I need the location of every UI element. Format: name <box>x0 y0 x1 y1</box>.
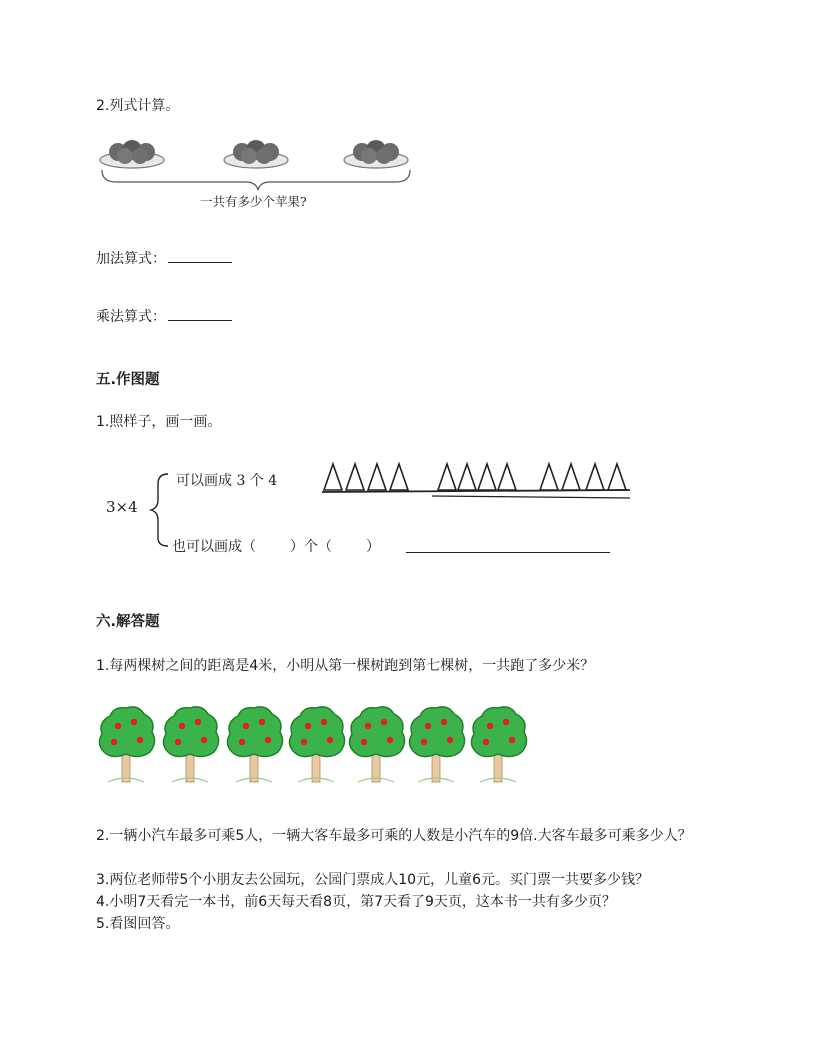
multiplication-blank[interactable] <box>168 306 232 321</box>
addition-line <box>96 248 232 269</box>
tree-2 <box>163 707 218 782</box>
section-6-q2: 2.一辆小汽车最多可乘5人，一辆大客车最多可乘的人数是小汽车的9倍.大客车最多可乘多少人？ <box>96 828 692 844</box>
apple-question: 一共有多少个苹果? <box>200 194 307 209</box>
draw-answer-line[interactable] <box>406 552 610 553</box>
addition-label: 加法算式： <box>96 251 166 267</box>
triangle-group-3 <box>540 464 626 490</box>
trees-figure <box>96 700 532 786</box>
triangle-group-1 <box>324 464 408 490</box>
multiplication-line <box>96 306 232 327</box>
triangle-group-2 <box>438 464 516 490</box>
addition-blank[interactable] <box>168 248 232 263</box>
multiplication-label: 乘法算式： <box>96 309 166 325</box>
section-6-q1: 1.每两棵树之间的距离是4米，小明从第一棵树跑到第七棵树，一共跑了多少米？ <box>96 658 595 674</box>
curly-brace <box>148 466 172 552</box>
tree-1 <box>99 707 154 782</box>
draw-line-2-part-a: 也可以画成（ <box>172 539 256 555</box>
tree-3 <box>227 707 282 782</box>
expression-3x4: 3×4 <box>106 498 138 516</box>
tree-7 <box>471 707 526 782</box>
section-6-title: 六.解答题 <box>96 614 160 630</box>
section-5-q1-title: 1.照样子，画一画。 <box>96 414 222 430</box>
draw-line-2 <box>172 536 380 556</box>
triangle-figure <box>318 456 638 506</box>
apple-plate-3 <box>344 140 408 168</box>
draw-line-1: 可以画成 3 个 4 <box>176 473 278 489</box>
brace-under-plates <box>102 170 410 190</box>
section-6-q4: 4.小明7天看完一本书，前6天每天看8页，第7天看了9天页，这本书一共有多少页？ <box>96 894 616 910</box>
section-5-title: 五.作图题 <box>96 372 160 388</box>
tree-6 <box>409 707 464 782</box>
section-6-q3: 3.两位老师带5个小朋友去公园玩，公园门票成人10元，儿童6元。买门票一共要多少钱？ <box>96 872 649 888</box>
apple-plate-1 <box>100 140 164 168</box>
section-6-q5: 5.看图回答。 <box>96 916 180 932</box>
apple-plate-2 <box>224 140 288 168</box>
tree-5 <box>349 707 404 782</box>
draw-line-2-part-c: ） <box>366 539 380 555</box>
draw-line-2-part-b: ）个（ <box>290 539 332 555</box>
tree-4 <box>289 707 344 782</box>
question-2-title: 2.列式计算。 <box>96 98 180 114</box>
